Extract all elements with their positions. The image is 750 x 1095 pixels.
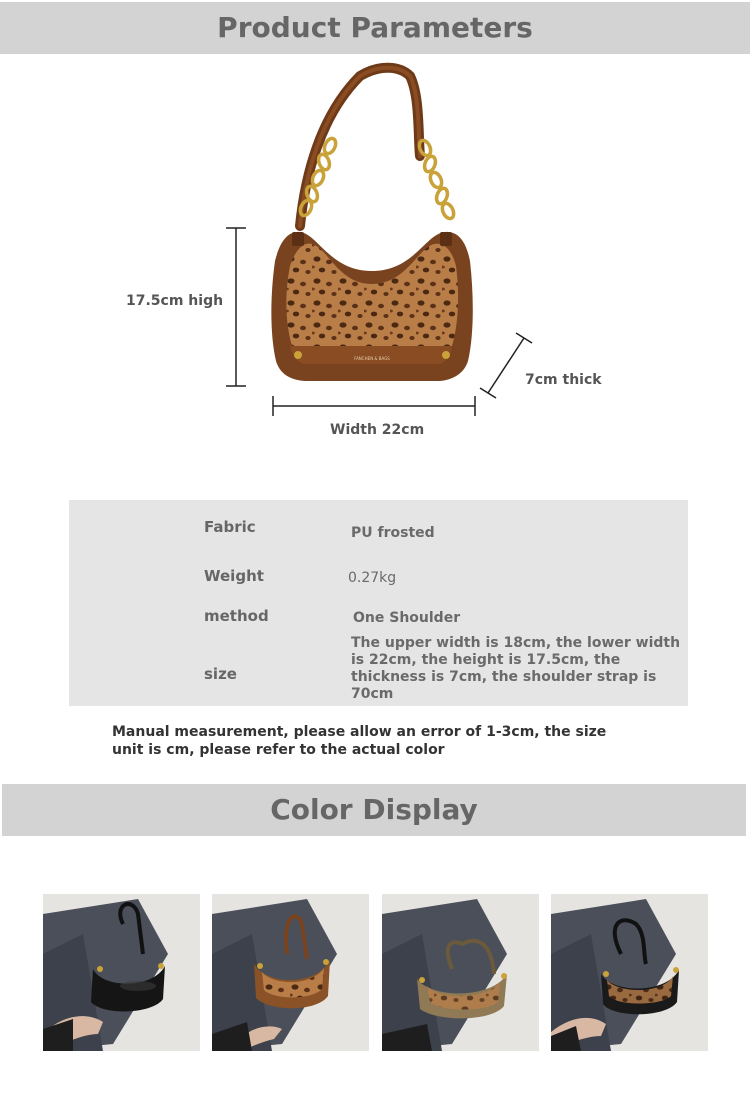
spec-value-fabric: PU frosted [351,525,435,541]
left-rivet [294,351,302,359]
swatch-photo-brown-leopard [212,894,369,1051]
spec-key-weight: Weight [204,567,264,585]
color-swatch-brown-leopard[interactable] [212,894,369,1051]
color-display-title: Color Display [270,793,478,826]
color-display-banner [2,784,746,836]
spec-value-method: One Shoulder [353,610,461,626]
height-dimension-line [226,228,246,386]
leopard-panel [286,244,458,346]
spec-key-size: size [204,665,237,683]
product-parameters-title: Product Parameters [217,11,533,44]
product-hero [0,56,750,476]
thickness-label: 7cm thick [525,372,602,388]
swatch-photo-black [43,894,200,1051]
width-label: Width 22cm [330,422,425,438]
bag-brand-print: FANCHEN & BAGS [354,356,390,361]
color-swatch-black[interactable] [43,894,200,1051]
color-swatch-khaki-leopard[interactable] [382,894,539,1051]
bag-illustration [0,56,750,476]
swatch-photo-khaki-leopard [382,894,539,1051]
right-rivet [442,351,450,359]
thickness-dimension-line [480,333,532,398]
spec-value-size: The upper width is 18cm, the lower width is 22cm, the height is 17.5cm, the thickness is 7cm, the shoulder strap is 70cm [351,635,681,702]
color-swatch-black-leopard[interactable] [551,894,708,1051]
width-dimension-line [273,396,475,416]
height-label: 17.5cm high [126,293,224,309]
spec-value-weight: 0.27kg [348,570,397,586]
spec-key-method: method [204,607,269,625]
product-parameters-banner [0,2,750,54]
swatch-photo-black-leopard [551,894,708,1051]
measurement-note: Manual measurement, please allow an error of 1-3cm, the size unit is cm, please refer to the actual color [112,724,607,758]
spec-table [69,500,688,706]
spec-key-fabric: Fabric [204,518,256,536]
